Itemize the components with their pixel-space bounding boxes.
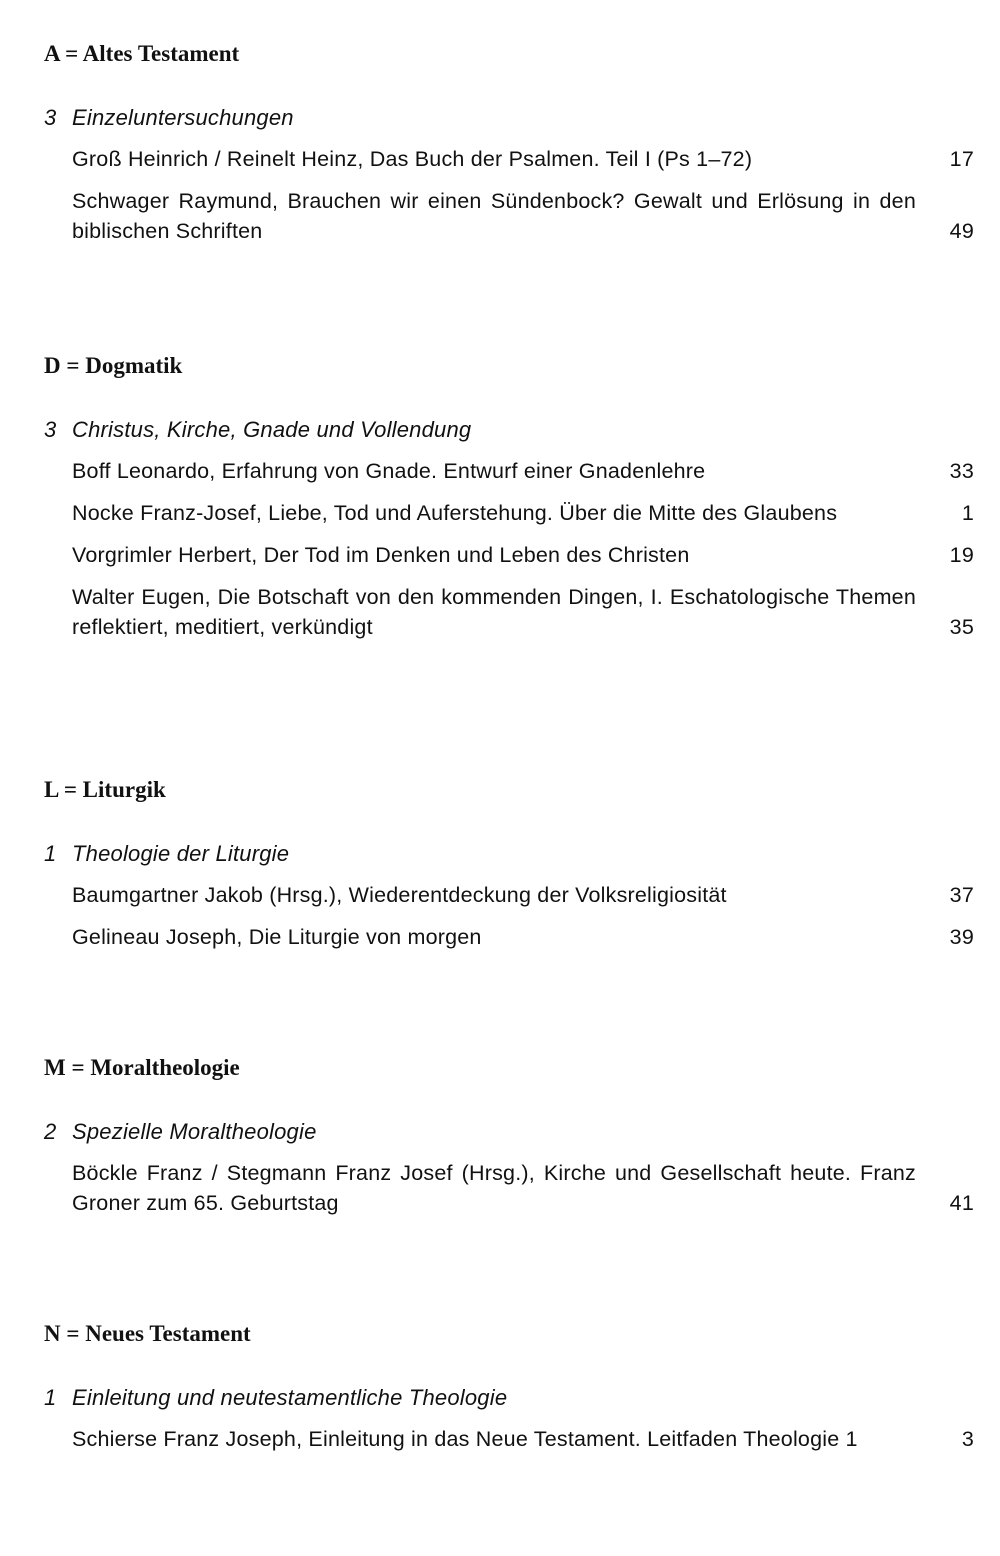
- entry-text: Nocke Franz-Josef, Liebe, Tod und Auferstehung. Über die Mitte des Glaubens: [72, 501, 838, 525]
- entry-page-number: 37: [949, 883, 974, 907]
- entry-page-number: 35: [949, 615, 974, 639]
- entry: [72, 880, 974, 910]
- subsection-number: 3: [44, 105, 57, 130]
- entry: [72, 186, 974, 246]
- entry-text: Boff Leonardo, Erfahrung von Gnade. Entwurf einer Gnadenlehre: [72, 459, 706, 483]
- entry-list: [44, 880, 974, 952]
- entry: [72, 540, 974, 570]
- entry-text: Gelineau Joseph, Die Liturgie von morgen: [72, 925, 482, 949]
- subsection-spezielle-moraltheologie: [44, 1118, 974, 1218]
- subsection-title: Einzeluntersuchungen: [72, 105, 294, 130]
- entry: [72, 1424, 974, 1454]
- entry: [72, 922, 974, 952]
- section-moraltheologie: [44, 1054, 974, 1230]
- entry: [72, 456, 974, 486]
- section-neues-testament: [44, 1320, 974, 1466]
- section-heading: M = Moraltheologie: [44, 1055, 240, 1080]
- subsection-heading: [44, 840, 974, 868]
- subsection-einzeluntersuchungen: [44, 104, 974, 246]
- subsection-heading: [44, 104, 974, 132]
- subsection-heading: [44, 416, 974, 444]
- subsection-theologie-der-liturgie: [44, 840, 974, 952]
- section-dogmatik: [44, 352, 974, 654]
- section-altes-testament: [44, 40, 974, 258]
- section-liturgik: [44, 776, 974, 964]
- entry-text: Vorgrimler Herbert, Der Tod im Denken und Leben des Christen: [72, 543, 690, 567]
- entry-text: Walter Eugen, Die Botschaft von den kommenden Dingen, I. Eschatologische Themen reflektiert, meditiert, verkündigt: [72, 585, 916, 639]
- entry-text: Groß Heinrich / Reinelt Heinz, Das Buch der Psalmen. Teil I (Ps 1–72): [72, 147, 753, 171]
- subsection-title: Christus, Kirche, Gnade und Vollendung: [72, 417, 472, 442]
- entry: [72, 1158, 974, 1218]
- subsection-einleitung-nt-theologie: [44, 1384, 974, 1454]
- entry-text: Schierse Franz Joseph, Einleitung in das Neue Testament. Leitfaden Theologie 1: [72, 1427, 858, 1451]
- subsection-title: Spezielle Moraltheologie: [72, 1119, 317, 1144]
- entry-page-number: 3: [961, 1427, 974, 1451]
- section-heading: A = Altes Testament: [44, 41, 240, 66]
- subsection-title: Theologie der Liturgie: [72, 841, 290, 866]
- entry: [72, 582, 974, 642]
- entry: [72, 144, 974, 174]
- entry-list: [44, 456, 974, 642]
- entry: [72, 498, 974, 528]
- subsection-christus-kirche-gnade: [44, 416, 974, 642]
- subsection-number: 1: [44, 841, 57, 866]
- section-heading: L = Liturgik: [44, 777, 166, 802]
- entry-page-number: 49: [949, 219, 974, 243]
- entry-text: Baumgartner Jakob (Hrsg.), Wiederentdeckung der Volksreligiosität: [72, 883, 727, 907]
- entry-list: [44, 1424, 974, 1454]
- subsection-heading: [44, 1384, 974, 1412]
- subsection-heading: [44, 1118, 974, 1146]
- section-heading: D = Dogmatik: [44, 353, 183, 378]
- section-heading: N = Neues Testament: [44, 1321, 251, 1346]
- entry-page-number: 39: [949, 925, 974, 949]
- entry-text: Böckle Franz / Stegmann Franz Josef (Hrsg.), Kirche und Gesellschaft heute. Franz Groner zum 65. Geburtstag: [72, 1161, 916, 1215]
- subsection-number: 2: [44, 1119, 57, 1144]
- entry-page-number: 41: [949, 1191, 974, 1215]
- subsection-number: 3: [44, 417, 57, 442]
- entry-page-number: 33: [949, 459, 974, 483]
- entry-list: [44, 1158, 974, 1218]
- subsection-number: 1: [44, 1385, 57, 1410]
- entry-text: Schwager Raymund, Brauchen wir einen Sündenbock? Gewalt und Erlösung in den biblischen Schriften: [72, 189, 916, 243]
- entry-page-number: 19: [949, 543, 974, 567]
- entry-page-number: 1: [961, 501, 974, 525]
- subsection-title: Einleitung und neutestamentliche Theologie: [72, 1385, 508, 1410]
- entry-list: [44, 144, 974, 246]
- entry-page-number: 17: [949, 147, 974, 171]
